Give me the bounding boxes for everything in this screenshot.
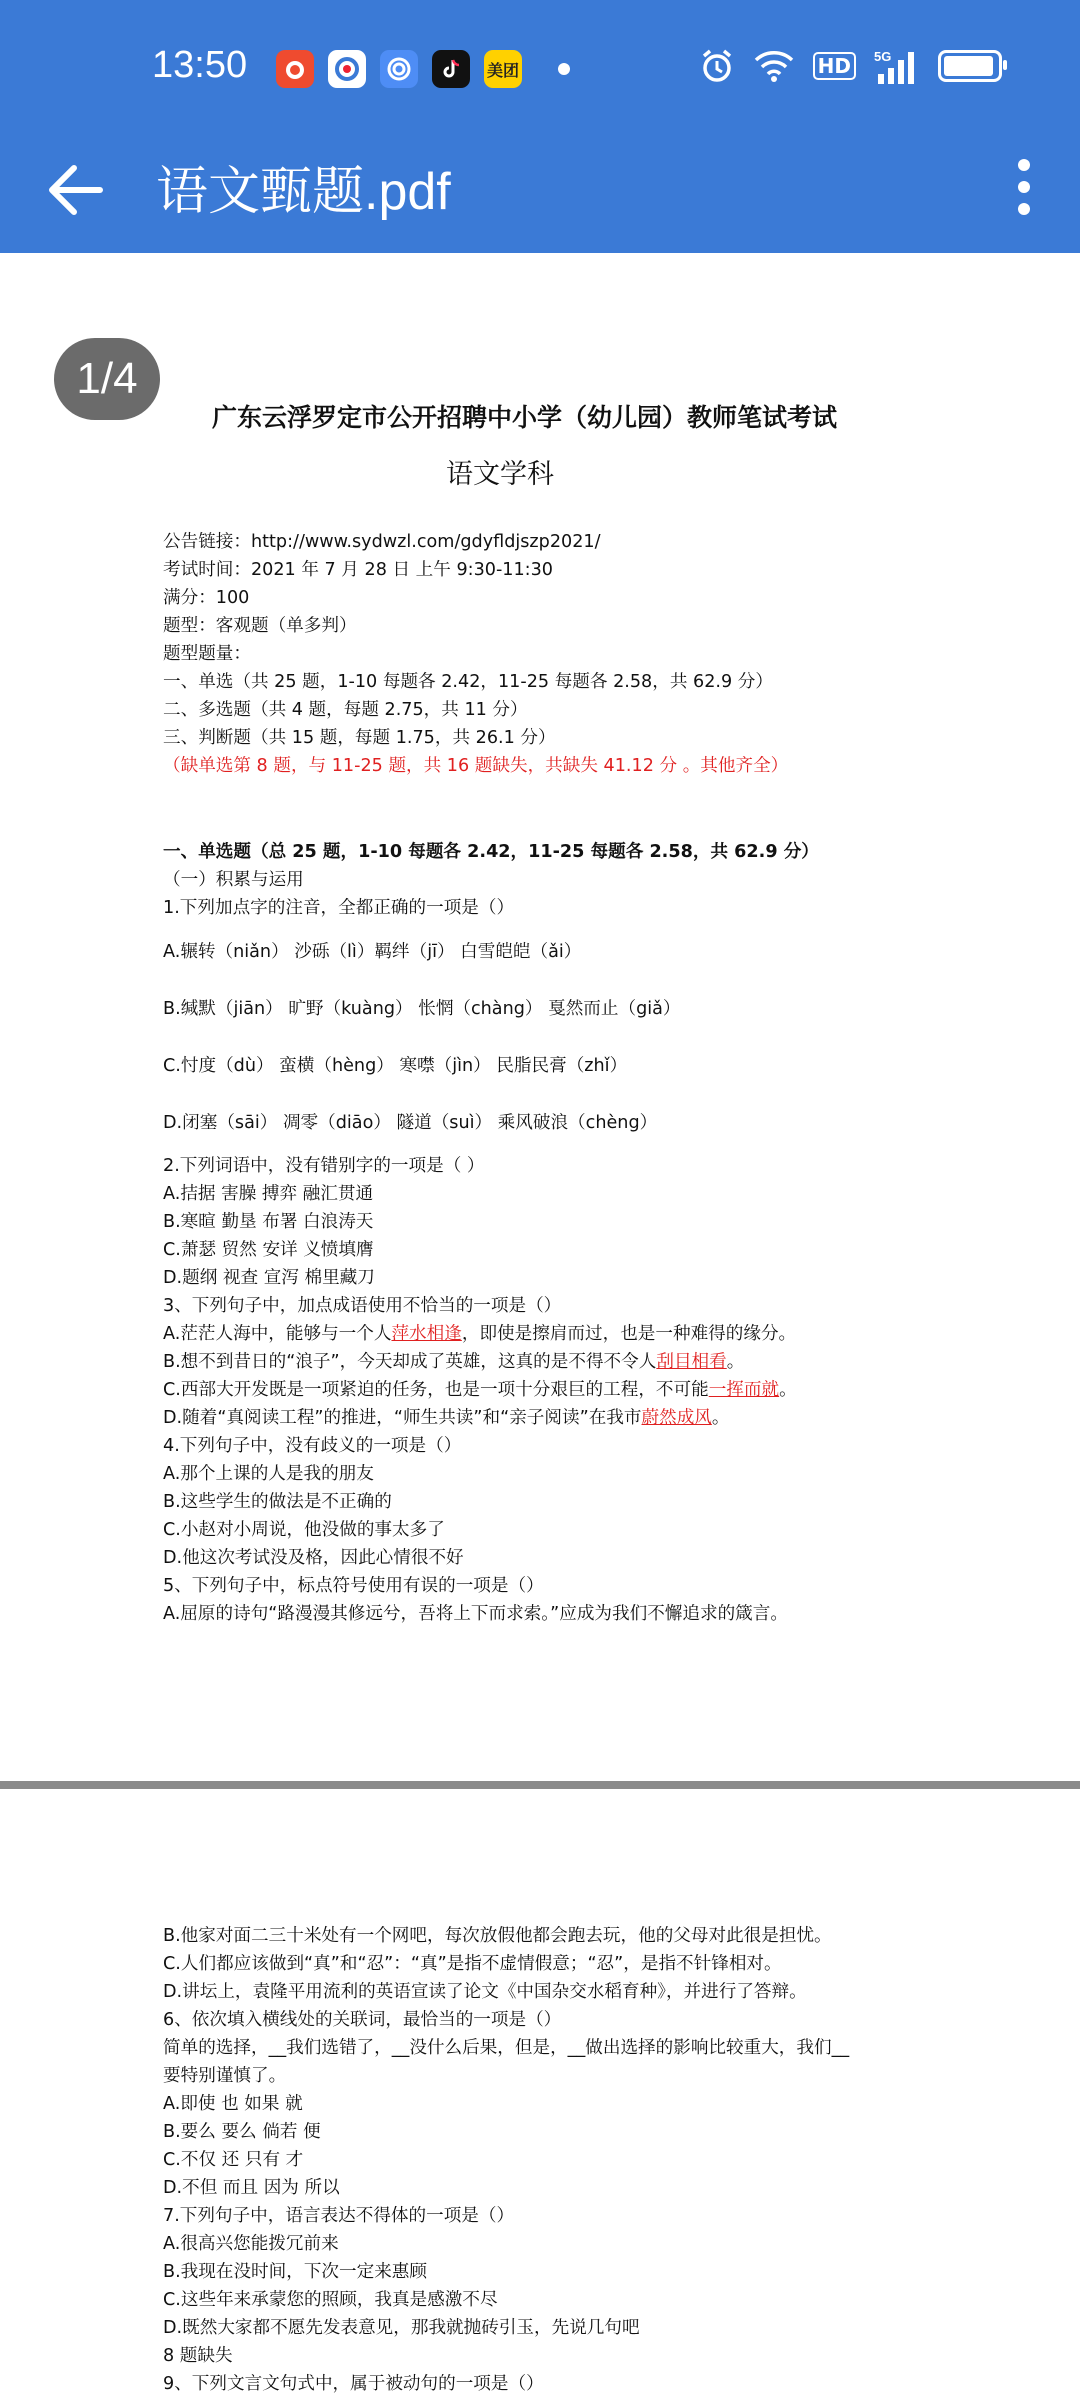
status-time: 13:50	[152, 44, 248, 86]
q2-option-c: C.萧瑟 贸然 安详 义愤填膺	[163, 1240, 374, 1260]
q2-option-b: B.寒暄 勤垦 布署 白浪涛天	[163, 1212, 374, 1232]
page-divider	[0, 1781, 1080, 1789]
signal-label: 5G	[874, 49, 892, 64]
question-9: 9、下列文言文句式中，属于被动句的一项是（）	[163, 2374, 544, 2394]
q8-missing: 8 题缺失	[163, 2346, 233, 2366]
q6-option-a: A.即使 也 如果 就	[163, 2094, 303, 2114]
hd-icon: HD	[813, 52, 856, 80]
subsection-heading: （一）积累与运用	[163, 870, 304, 890]
info-line: 题型题量：	[163, 644, 251, 664]
file-title: 语文甄题.pdf	[156, 163, 451, 221]
question-3: 3、下列句子中，加点成语使用不恰当的一项是（）	[163, 1296, 562, 1316]
q1-option-b: B.缄默（jiān） 旷野（kuàng） 怅惘（chàng） 戛然而止（giǎ）	[163, 999, 681, 1019]
q2-option-d: D.题纲 视查 宣泻 棉里藏刀	[163, 1268, 375, 1288]
wifi-icon	[753, 49, 795, 83]
q3-option-a: A.茫茫人海中，能够与一个人萍水相逢，即使是擦肩而过，也是一种难得的缘分。	[163, 1324, 797, 1344]
highlighted-idiom: 一挥而就	[708, 1380, 780, 1400]
info-line: 满分：100	[163, 588, 250, 608]
alarm-icon	[699, 48, 735, 84]
back-arrow-icon[interactable]	[40, 155, 110, 225]
q6-text-cont: 要特别谨慎了。	[163, 2066, 287, 2086]
q5-option-c: C.人们都应该做到“真”和“忍”：“真”是指不虚情假意；“忍”，是指不针锋相对。	[163, 1954, 782, 1974]
meituan-icon	[484, 50, 522, 88]
q4-option-c: C.小赵对小周说，他没做的事太多了	[163, 1520, 445, 1540]
q6-option-c: C.不仅 还 只有 才	[163, 2150, 304, 2170]
info-line: 一、单选（共 25 题，1-10 每题各 2.42，11-25 每题各 2.58，共 62.9 分）	[163, 672, 773, 692]
more-notifications-dot-icon	[558, 63, 570, 75]
q5-option-d: D.讲坛上，袁隆平用流利的英语宣读了论文《中国杂交水稻育种》，并进行了答辩。	[163, 1982, 807, 2002]
notification-app-icon	[328, 50, 366, 88]
q4-option-b: B.这些学生的做法是不正确的	[163, 1492, 392, 1512]
more-options-icon[interactable]	[1004, 151, 1044, 231]
q3-option-c: C.西部大开发既是一项紧迫的任务，也是一项十分艰巨的工程，不可能一挥而就。	[163, 1380, 797, 1400]
battery-icon	[938, 50, 1002, 82]
q4-option-d: D.他这次考试没及格，因此心情很不好	[163, 1548, 464, 1568]
highlighted-idiom: 刮目相看	[656, 1352, 727, 1372]
notification-app-icon	[380, 50, 418, 88]
question-6: 6、依次填入横线处的关联词，最恰当的一项是（）	[163, 2010, 562, 2030]
q6-option-d: D.不但 而且 因为 所以	[163, 2178, 340, 2198]
question-1: 1.下列加点字的注音，全都正确的一项是（）	[163, 898, 515, 918]
question-2: 2.下列词语中，没有错别字的一项是（ ）	[163, 1156, 485, 1176]
tiktok-icon	[432, 50, 470, 88]
q7-option-a: A.很高兴您能拨冗前来	[163, 2234, 339, 2254]
question-7: 7.下列句子中，语言表达不得体的一项是（）	[163, 2206, 515, 2226]
section-heading: 一、单选题（总 25 题，1-10 每题各 2.42，11-25 每题各 2.58，共 62.9 分）	[163, 842, 819, 862]
q3-option-d: D.随着“真阅读工程”的推进，“师生共读”和“亲子阅读”在我市蔚然成风。	[163, 1408, 730, 1428]
page-indicator: 1/4	[54, 338, 160, 420]
q1-option-c: C.忖度（dù） 蛮横（hèng） 寒噤（jìn） 民脂民膏（zhǐ）	[163, 1056, 628, 1076]
q2-option-a: A.拮据 害臊 搏弈 融汇贯通	[163, 1184, 374, 1204]
system-icons	[699, 48, 1002, 84]
highlighted-idiom: 蔚然成风	[641, 1408, 712, 1428]
question-4: 4.下列句子中，没有歧义的一项是（）	[163, 1436, 462, 1456]
meituan-label: 美团	[486, 60, 519, 80]
highlighted-idiom: 萍水相逢	[391, 1324, 462, 1344]
doc-subject: 语文学科	[446, 459, 554, 490]
info-line: 二、多选题（共 4 题，每题 2.75，共 11 分）	[163, 700, 528, 720]
info-line: 考试时间：2021 年 7 月 28 日 上午 9:30-11:30	[163, 560, 554, 580]
info-line: 三、判断题（共 15 题，每题 1.75，共 26.1 分）	[163, 728, 556, 748]
q7-option-d: D.既然大家都不愿先发表意见，那我就抛砖引玉，先说几句吧	[163, 2318, 640, 2338]
app-bar	[0, 135, 1080, 253]
info-line: 题型：客观题（单多判）	[163, 616, 357, 636]
doc-title: 广东云浮罗定市公开招聘中小学（幼儿园）教师笔试考试	[212, 403, 838, 432]
q5-option-b: B.他家对面二三十米处有一个网吧，每次放假他都会跑去玩，他的父母对此很是担忧。	[163, 1926, 832, 1946]
q6-option-b: B.要么 要么 倘若 便	[163, 2122, 321, 2142]
q3-option-b: B.想不到昔日的“浪子”，今天却成了英雄，这真的是不得不令人刮目相看。	[163, 1352, 745, 1372]
q7-option-b: B.我现在没时间，下次一定来惠顾	[163, 2262, 427, 2282]
q1-option-a: A.辗转（niǎn） 沙砾（lì）羁绊（jī） 白雪皑皑（ǎi）	[163, 942, 582, 962]
q4-option-a: A.那个上课的人是我的朋友	[163, 1464, 374, 1484]
info-line: 公告链接：http://www.sydwzl.com/gdyfldjszp2021/	[163, 532, 601, 552]
status-bar	[0, 0, 1080, 135]
q1-option-d: D.闭塞（sāi） 凋零（diāo） 隧道（suì） 乘风破浪（chèng）	[163, 1113, 658, 1133]
q7-option-c: C.这些年来承蒙您的照顾，我真是感激不尽	[163, 2290, 498, 2310]
notification-icons	[276, 50, 522, 88]
signal-icon	[874, 48, 920, 84]
question-5: 5、下列句子中，标点符号使用有误的一项是（）	[163, 1576, 544, 1596]
q5-option-a: A.屈原的诗句“路漫漫其修远兮，吾将上下而求索。”应成为我们不懈追求的箴言。	[163, 1604, 788, 1624]
notification-app-icon	[276, 50, 314, 88]
q6-text: 简单的选择，__我们选错了，__没什么后果，但是，__做出选择的影响比较重大，我们__	[163, 2038, 850, 2058]
missing-note: （缺单选第 8 题，与 11-25 题，共 16 题缺失，共缺失 41.12 分 。其他齐全）	[163, 756, 789, 776]
